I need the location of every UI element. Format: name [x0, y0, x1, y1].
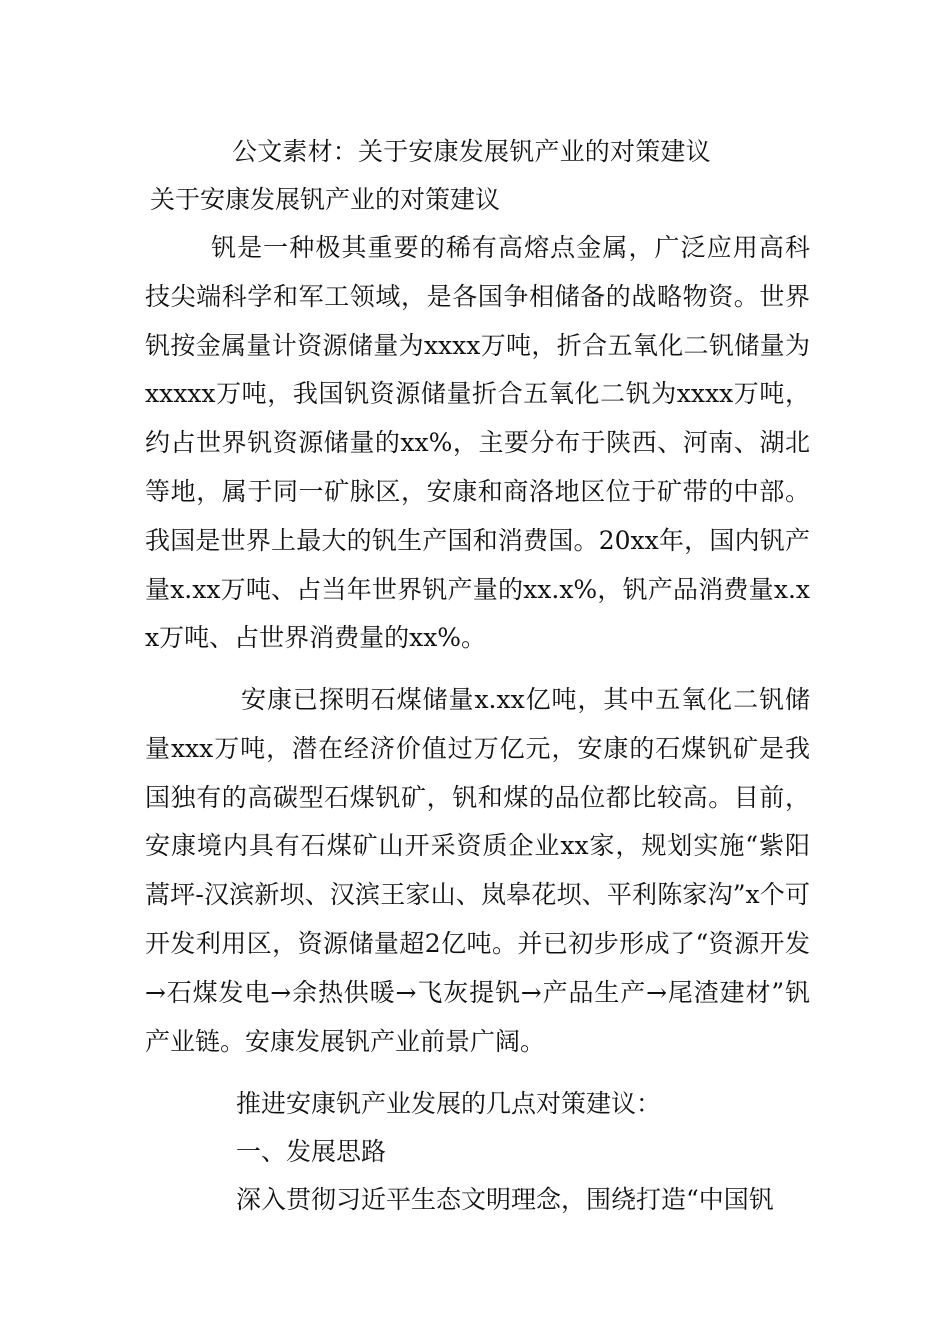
paragraph-suggestions-intro: 推进安康钒产业发展的几点对策建议：	[236, 1089, 662, 1118]
paragraph-development-approach: 深入贯彻习近平生态文明理念，围绕打造“中国钒	[236, 1185, 774, 1214]
section-heading-development-approach: 一、发展思路	[236, 1137, 387, 1166]
paragraph-vanadium-overview: 钒是一种极其重要的稀有高熔点金属，广泛应用高科技尖端科学和军工领域，是各国争相储备的战略物资。世界钒按金属量计资源储量为xxxx万吨，折合五氧化二钒储量为xxxxx万吨，我国钒资源储量折合五氧化二钒为xxxx万吨，约占世界钒资源储量的xx%，主要分布于陕西、河南、湖北等地，属于同一矿脉区，安康和商洛地区位于矿带的中部。我国是世界上最大的钒生产国和消费国。20xx年，国内钒产量x.xx万吨、占当年世界钒产量的xx.x%，钒产品消费量x.xx万吨、占世界消费量的xx%。	[145, 233, 810, 653]
document-title: 公文素材：关于安康发展钒产业的对策建议	[232, 137, 711, 166]
document-subtitle: 关于安康发展钒产业的对策建议	[150, 185, 501, 214]
paragraph-ankang-resources: 安康已探明石煤储量x.xx亿吨，其中五氧化二钒储量xxx万吨，潜在经济价值过万亿元，安康的石煤钒矿是我国独有的高碳型石煤钒矿，钒和煤的品位都比较高。目前，安康境内具有石煤矿山开采资质企业xx家，规划实施“紫阳蒿坪-汉滨新坝、汉滨王家山、岚皋花坝、平利陈家沟”x个可开发利用区，资源储量超2亿吨。并已初步形成了“资源开发→石煤发电→余热供暖→飞灰提钒→产品生产→尾渣建材”钒产业链。安康发展钒产业前景广阔。	[145, 685, 810, 1056]
